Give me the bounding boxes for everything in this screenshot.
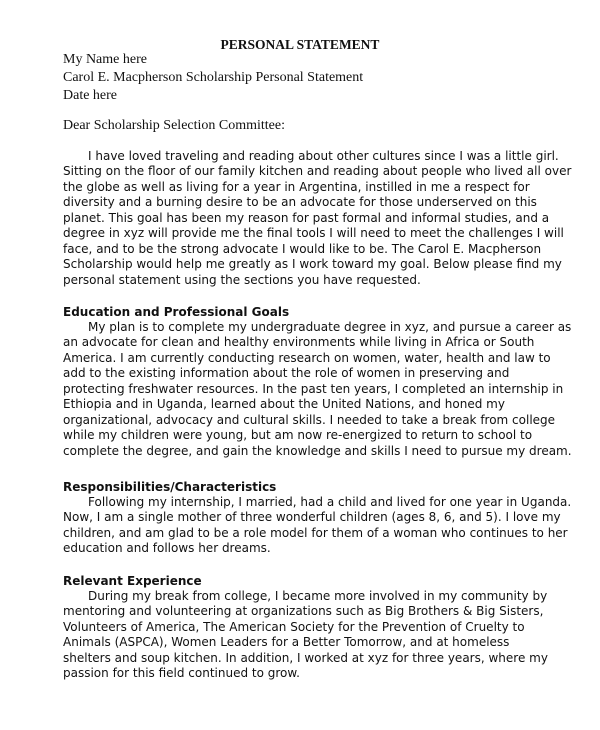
- paragraph-line: Animals (ASPCA), Women Leaders for a Better Tomorrow, and at homeless: [63, 635, 510, 650]
- paragraph-line: planet. This goal has been my reason for past formal and informal studies, and a: [63, 210, 550, 225]
- education-paragraph: [63, 320, 572, 459]
- section-heading-education: Education and Professional Goals: [63, 305, 290, 319]
- paragraph-line: Sitting on the floor of our family kitchen and reading about people who lived all over: [63, 164, 572, 179]
- paragraph-line: shelters and soup kitchen. In addition, I worked at xyz for three years, where my: [63, 650, 548, 665]
- section-heading-experience: Relevant Experience: [63, 574, 202, 588]
- intro-paragraph: [63, 149, 572, 288]
- paragraph-line: mentoring and volunteering at organizations such as Big Brothers & Big Sisters,: [63, 604, 544, 619]
- paragraph-line: the globe as well as living for a year in Argentina, instilled in me a respect for: [63, 179, 530, 194]
- paragraph-line: Ethiopia and in Uganda, learned about the United Nations, and honed my: [63, 397, 505, 412]
- paragraph-line: organizational, advocacy and cultural skills. I needed to take a break from college: [63, 412, 556, 427]
- paragraph-line: America. I am currently conducting research on women, water, health and law to: [63, 350, 551, 365]
- responsibilities-paragraph: [63, 495, 572, 557]
- date-line: Date here: [63, 88, 118, 103]
- paragraph-line: I have loved traveling and reading about other cultures since I was a little girl.: [88, 149, 559, 163]
- experience-paragraph: [63, 589, 553, 682]
- paragraph-line: diversity and a burning desire to be an advocate for those underserved on this: [63, 195, 537, 210]
- paragraph-line: protecting freshwater resources. In the past ten years, I completed an internship in: [63, 381, 564, 396]
- paragraph-line: personal statement using the sections you have requested.: [63, 272, 421, 287]
- scholarship-line: Carol E. Macpherson Scholarship Personal Statement: [63, 70, 364, 85]
- document-title: PERSONAL STATEMENT: [220, 37, 380, 52]
- paragraph-line: education and follows her dreams.: [63, 541, 271, 556]
- paragraph-line: add to the existing information about the role of women in preserving and: [63, 366, 510, 381]
- name-line: My Name here: [63, 52, 147, 67]
- section-heading-responsibilities: Responsibilities/Characteristics: [63, 480, 277, 494]
- paragraph-line: Following my internship, I married, had a child and lived for one year in Uganda.: [88, 495, 572, 509]
- paragraph-line: Now, I am a single mother of three wonderful children (ages 8, 6, and 5). I love my: [63, 510, 561, 525]
- paragraph-line: Scholarship would help me greatly as I work toward my goal. Below please find my: [63, 257, 562, 272]
- paragraph-line: complete the degree, and gain the knowledge and skills I need to pursue my dream.: [63, 443, 572, 458]
- paragraph-line: During my break from college, I became more involved in my community by: [88, 589, 548, 603]
- paragraph-line: passion for this field continued to grow.: [63, 666, 300, 681]
- paragraph-line: while my children were young, but am now re-energized to return to school to: [63, 428, 533, 443]
- paragraph-line: an advocate for clean and healthy environments while living in Africa or South: [63, 335, 535, 350]
- paragraph-line: degree in xyz will provide me the final tools I will need to meet the challenges I will: [63, 226, 564, 241]
- paragraph-line: children, and am glad to be a role model for them of a woman who continues to her: [63, 525, 568, 540]
- paragraph-line: face, and to be the strong advocate I would like to be. The Carol E. Macpherson: [63, 241, 542, 256]
- paragraph-line: Volunteers of America, The American Society for the Prevention of Cruelty to: [63, 619, 525, 634]
- salutation: Dear Scholarship Selection Committee:: [63, 118, 286, 133]
- paragraph-line: My plan is to complete my undergraduate degree in xyz, and pursue a career as: [88, 320, 572, 334]
